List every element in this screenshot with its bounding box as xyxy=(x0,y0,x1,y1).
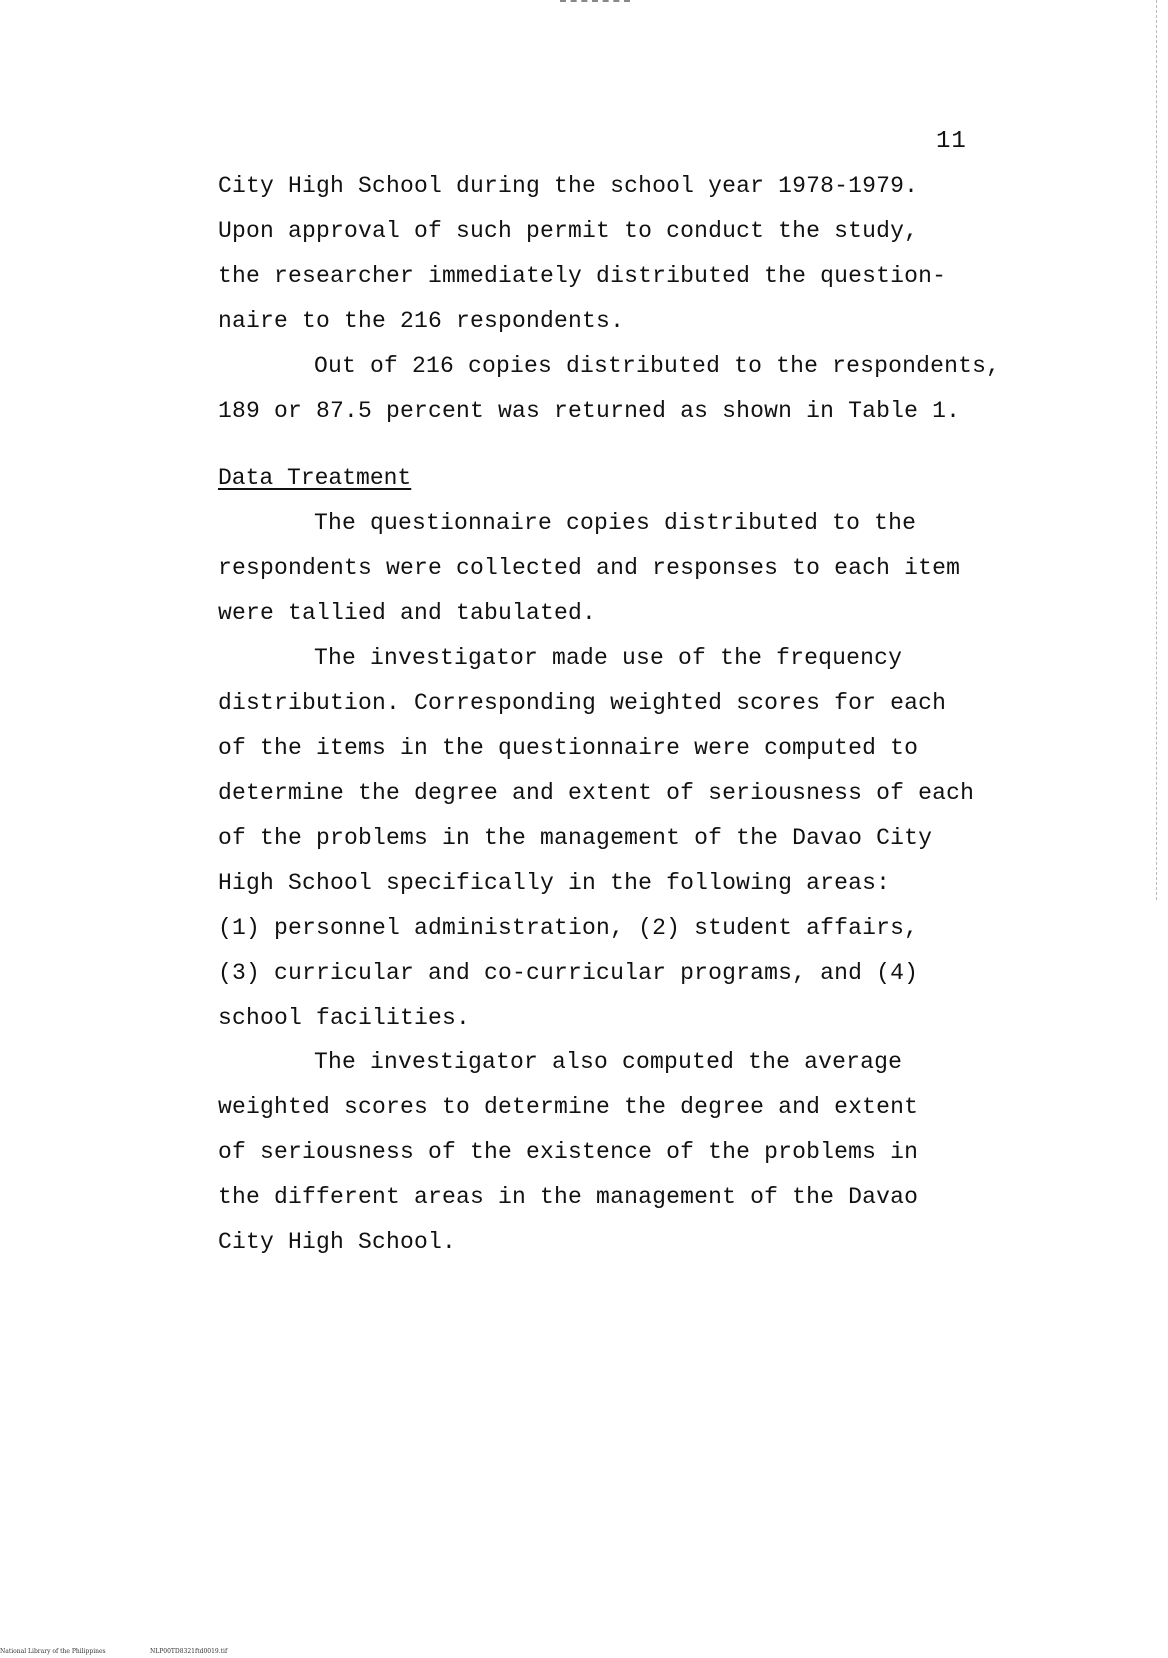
text-line: weighted scores to determine the degree and extent xyxy=(218,1094,919,1120)
section-heading: Data Treatment xyxy=(218,465,412,491)
text-line: respondents were collected and responses to each item xyxy=(218,555,961,581)
text-line: Upon approval of such permit to conduct the study, xyxy=(218,218,919,244)
text-line: the researcher immediately distributed the question- xyxy=(218,263,947,289)
text-line: 189 or 87.5 percent was returned as shown in Table 1. xyxy=(218,398,961,424)
text-line: naire to the 216 respondents. xyxy=(218,308,625,334)
text-line: school facilities. xyxy=(218,1005,471,1031)
text-line: High School specifically in the following areas: xyxy=(218,870,891,896)
text-line: The questionnaire copies distributed to the xyxy=(314,510,917,536)
text-line: of the items in the questionnaire were computed to xyxy=(218,735,919,761)
text-line: distribution. Corresponding weighted scores for each xyxy=(218,690,947,716)
text-line: were tallied and tabulated. xyxy=(218,600,597,626)
page-number: 11 xyxy=(936,128,967,155)
footer-file-name: NLP00TD8321ftd0019.tif xyxy=(150,1648,228,1655)
text-line: determine the degree and extent of seriousness of each xyxy=(218,780,975,806)
scan-mark xyxy=(560,0,630,5)
scan-edge-line xyxy=(1156,0,1157,900)
text-line: of seriousness of the existence of the problems in xyxy=(218,1139,919,1165)
text-line: The investigator made use of the frequency xyxy=(314,645,903,671)
text-line: City High School. xyxy=(218,1229,457,1255)
text-line: the different areas in the management of the Davao xyxy=(218,1184,919,1210)
text-line: of the problems in the management of the Davao City xyxy=(218,825,933,851)
footer-library-name: National Library of the Philippines xyxy=(0,1648,106,1655)
text-line: (1) personnel administration, (2) student affairs, xyxy=(218,915,919,941)
text-line: City High School during the school year 1978-1979. xyxy=(218,173,919,199)
text-line: The investigator also computed the average xyxy=(314,1049,903,1075)
text-line: Out of 216 copies distributed to the respondents, xyxy=(314,353,1001,379)
text-line: (3) curricular and co-curricular programs, and (4) xyxy=(218,960,919,986)
